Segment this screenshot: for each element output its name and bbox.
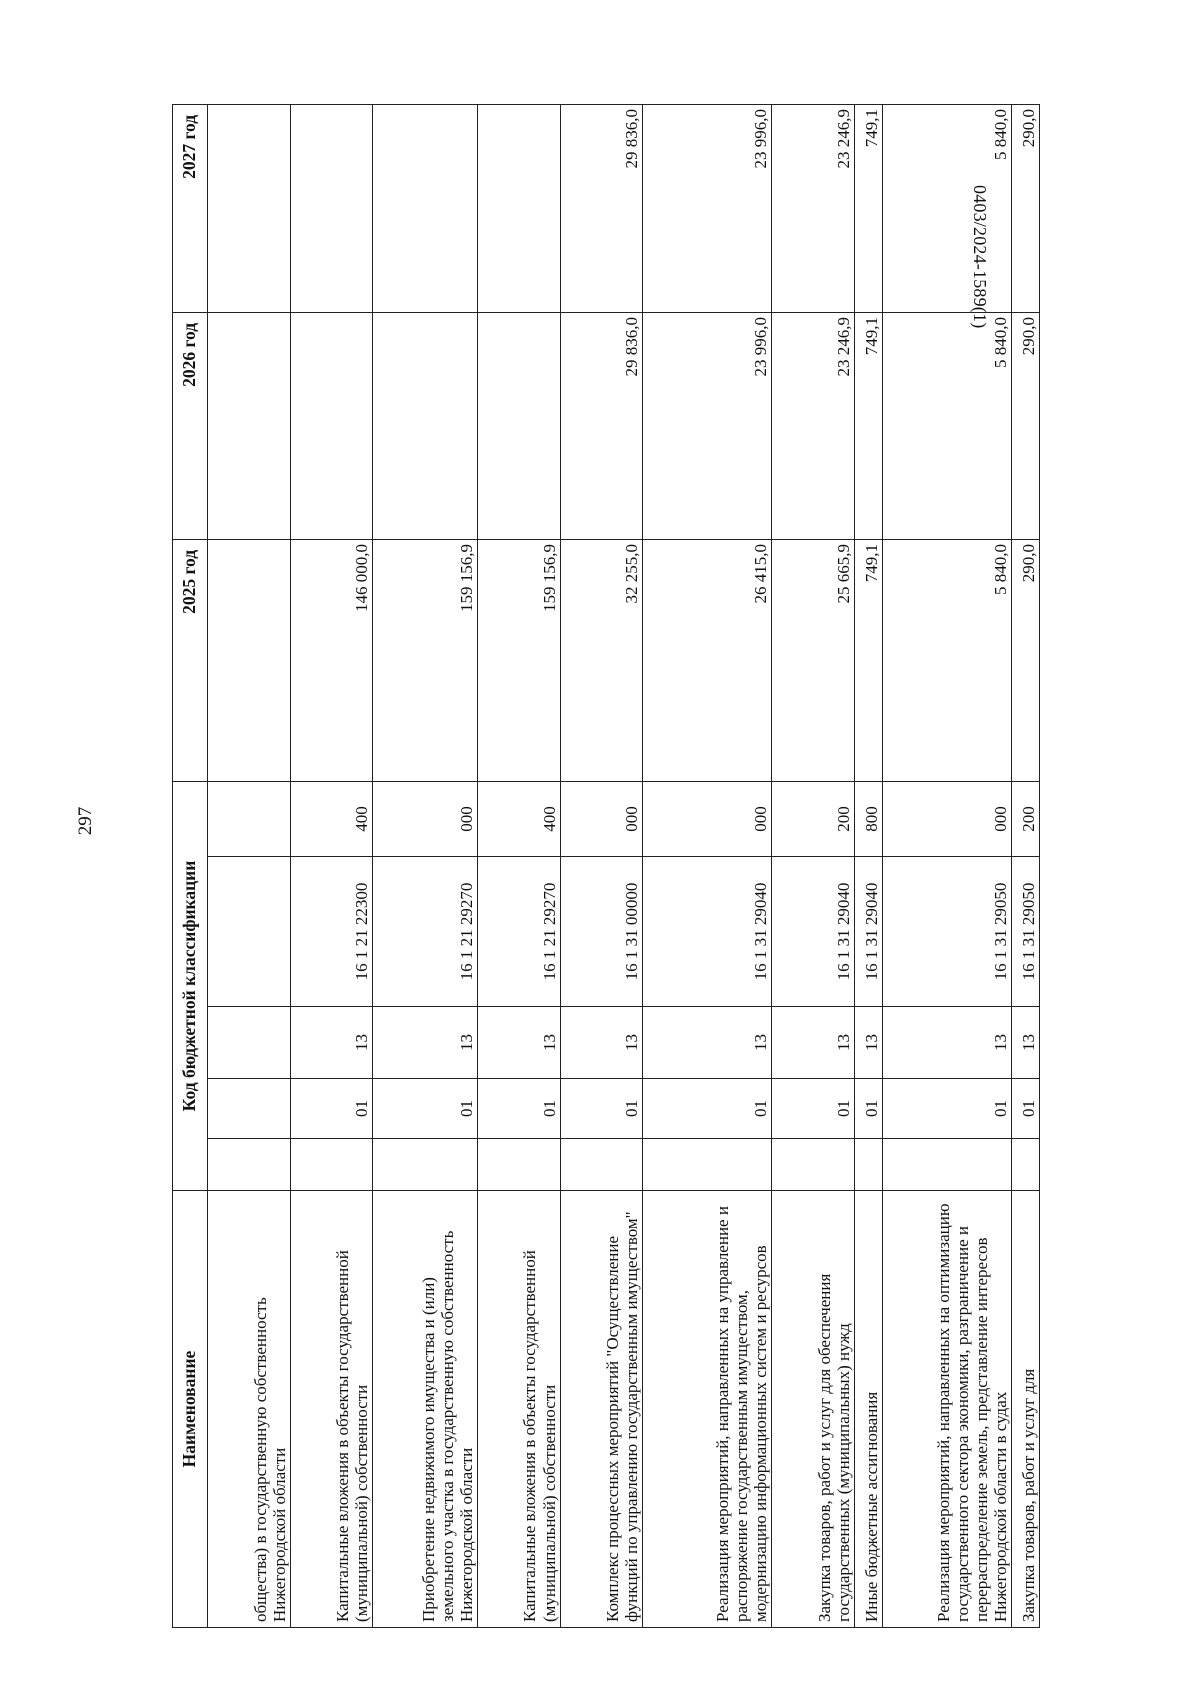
row-code-target: 16 1 31 29040 [643, 857, 772, 1007]
row-amount-2027: 23 996,0 [643, 104, 772, 312]
row-amount-2025: 5 840,0 [882, 539, 1011, 781]
row-code-target: 16 1 31 00000 [560, 857, 643, 1007]
page-number: 297 [75, 806, 96, 836]
row-code-target: 16 1 31 29050 [882, 857, 1011, 1007]
row-name: Реализация мероприятий, направленных на управление и распоряжение государственным имуществом, модернизацию информационных систем и ресурсов [643, 1191, 772, 1628]
row-code-section: 01 [854, 1079, 882, 1139]
row-amount-2026: 290,0 [1011, 312, 1039, 539]
row-amount-2027 [373, 104, 478, 312]
row-code-expense-type: 000 [373, 781, 478, 856]
table-row [373, 104, 478, 1627]
row-code-section: 01 [1011, 1079, 1039, 1139]
row-code-expense-type: 400 [290, 781, 373, 856]
row-amount-2026 [290, 312, 373, 539]
row-code-expense-type: 200 [1011, 781, 1039, 856]
row-code-section [208, 1079, 291, 1139]
row-code-empty [882, 1139, 1011, 1191]
row-amount-2025 [208, 539, 291, 781]
row-code-expense-type [208, 781, 291, 856]
row-code-target [208, 857, 291, 1007]
row-code-target: 16 1 21 29270 [373, 857, 478, 1007]
row-code-empty [1011, 1139, 1039, 1191]
row-amount-2027 [290, 104, 373, 312]
header-year-2025: 2025 год [173, 539, 208, 781]
row-name: Капитальные вложения в объекты государственной (муниципальной) собственности [477, 1191, 560, 1628]
row-amount-2026: 749,1 [854, 312, 882, 539]
row-code-expense-type: 000 [882, 781, 1011, 856]
row-name: Комплекс процессных мероприятий "Осуществление функций по управлению государственным имуществом" [560, 1191, 643, 1628]
row-amount-2025: 749,1 [854, 539, 882, 781]
row-amount-2026 [477, 312, 560, 539]
row-code-empty [477, 1139, 560, 1191]
row-amount-2025: 159 156,9 [373, 539, 478, 781]
table-row [882, 104, 1011, 1627]
row-name: Капитальные вложения в объекты государственной (муниципальной) собственности [290, 1191, 373, 1628]
row-code-target: 16 1 31 29040 [772, 857, 855, 1007]
table-row [477, 104, 560, 1627]
row-amount-2027 [208, 104, 291, 312]
row-amount-2025: 159 156,9 [477, 539, 560, 781]
row-amount-2027: 749,1 [854, 104, 882, 312]
budget-table-rotated [172, 105, 1040, 1628]
row-name: общества) в государственную собственность Нижегородской области [208, 1191, 291, 1628]
row-code-empty [208, 1139, 291, 1191]
row-code-section: 01 [290, 1079, 373, 1139]
row-code-empty [373, 1139, 478, 1191]
row-name: Закупка товаров, работ и услуг для обеспечения государственных (муниципальных) нужд [772, 1191, 855, 1628]
table-header-row [173, 104, 208, 1627]
row-code-subsection: 13 [477, 1007, 560, 1079]
row-code-empty [290, 1139, 373, 1191]
row-code-expense-type: 200 [772, 781, 855, 856]
row-amount-2025: 290,0 [1011, 539, 1039, 781]
row-code-subsection: 13 [560, 1007, 643, 1079]
row-code-section: 01 [373, 1079, 478, 1139]
row-code-section: 01 [477, 1079, 560, 1139]
row-amount-2027 [477, 104, 560, 312]
table-row [772, 104, 855, 1627]
row-amount-2027: 23 246,9 [772, 104, 855, 312]
table-row [1011, 104, 1039, 1627]
header-name: Наименование [173, 1191, 208, 1628]
row-code-empty [643, 1139, 772, 1191]
row-amount-2025: 32 255,0 [560, 539, 643, 781]
table-row [290, 104, 373, 1627]
table-row [643, 104, 772, 1627]
row-code-section: 01 [882, 1079, 1011, 1139]
row-amount-2026: 5 840,0 [882, 312, 1011, 539]
header-year-2027: 2027 год [173, 104, 208, 312]
row-code-empty [560, 1139, 643, 1191]
row-name: Реализация мероприятий, направленных на оптимизацию государственного сектора экономики, разграничение и перераспределение земель, представление интересов Нижегородской области в судах [882, 1191, 1011, 1628]
row-amount-2025: 146 000,0 [290, 539, 373, 781]
row-amount-2027: 29 836,0 [560, 104, 643, 312]
row-code-expense-type: 400 [477, 781, 560, 856]
row-code-subsection: 13 [373, 1007, 478, 1079]
row-code-subsection: 13 [643, 1007, 772, 1079]
row-code-section: 01 [643, 1079, 772, 1139]
row-code-subsection [208, 1007, 291, 1079]
row-name: Приобретение недвижимого имущества и (или) земельного участка в государственную собственность Нижегородской области [373, 1191, 478, 1628]
table-row [854, 104, 882, 1627]
row-amount-2025: 25 665,9 [772, 539, 855, 781]
row-amount-2026 [208, 312, 291, 539]
header-year-2026: 2026 год [173, 312, 208, 539]
row-code-expense-type: 800 [854, 781, 882, 856]
row-code-section: 01 [560, 1079, 643, 1139]
row-code-expense-type: 000 [643, 781, 772, 856]
row-amount-2026: 29 836,0 [560, 312, 643, 539]
row-code-target: 16 1 31 29040 [854, 857, 882, 1007]
row-code-subsection: 13 [772, 1007, 855, 1079]
table-row [560, 104, 643, 1627]
row-code-empty [854, 1139, 882, 1191]
row-amount-2027: 290,0 [1011, 104, 1039, 312]
header-budget-code: Код бюджетной классификации [173, 781, 208, 1190]
row-amount-2027: 5 840,0 [882, 104, 1011, 312]
row-code-empty [772, 1139, 855, 1191]
row-amount-2026: 23 246,9 [772, 312, 855, 539]
row-code-target: 16 1 31 29050 [1011, 857, 1039, 1007]
row-code-expense-type: 000 [560, 781, 643, 856]
row-amount-2026: 23 996,0 [643, 312, 772, 539]
row-name: Иные бюджетные ассигнования [854, 1191, 882, 1628]
row-code-target: 16 1 21 22300 [290, 857, 373, 1007]
row-code-subsection: 13 [1011, 1007, 1039, 1079]
row-code-subsection: 13 [854, 1007, 882, 1079]
row-code-section: 01 [772, 1079, 855, 1139]
row-name: Закупка товаров, работ и услуг для [1011, 1191, 1039, 1628]
row-amount-2026 [373, 312, 478, 539]
document-code: 0403/2024-1589(1) [970, 185, 990, 329]
row-code-subsection: 13 [882, 1007, 1011, 1079]
budget-table [172, 104, 1040, 1628]
row-code-target: 16 1 21 29270 [477, 857, 560, 1007]
row-amount-2025: 26 415,0 [643, 539, 772, 781]
row-code-subsection: 13 [290, 1007, 373, 1079]
table-row [208, 104, 291, 1627]
